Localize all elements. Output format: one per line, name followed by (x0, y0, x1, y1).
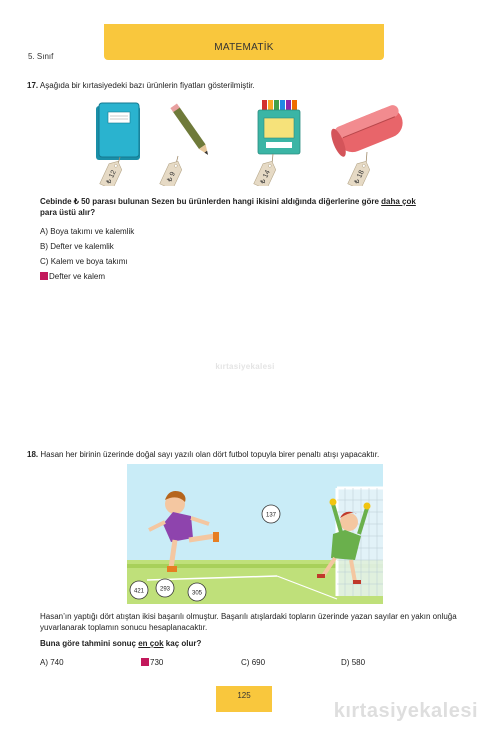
q18-number: 18. (27, 450, 39, 459)
q18-question (40, 638, 201, 649)
soccer-ball-icon (130, 581, 148, 599)
q17-question-part2: para üstü alır? (40, 208, 96, 217)
q17-option-b[interactable]: B) Defter ve kalemlik (40, 242, 114, 251)
soccer-ball-icon (156, 579, 174, 597)
price-notebook: ₺ 12 (105, 169, 118, 186)
q17-number: 17. (27, 81, 39, 90)
q18-option-b[interactable]: 730 (141, 658, 163, 667)
soccer-ball-icon (262, 505, 280, 523)
q18-option-d[interactable]: D) 580 (341, 658, 366, 667)
price-tag-pencil-case (348, 158, 373, 186)
soccer-ball-icon (188, 583, 206, 601)
pencil-case-icon (328, 103, 407, 158)
answer-mark-icon (141, 658, 149, 666)
price-tag-notebook (100, 158, 125, 186)
q17-option-a[interactable]: A) Boya takımı ve kalemlik (40, 227, 135, 236)
q18-intro-text: Hasan her birinin üzerinde doğal sayı yazılı olan dört futbol topuyla birer penaltı atışı yapacaktır. (40, 450, 380, 459)
price-pencil: ₺ 9 (166, 170, 177, 184)
price-pencil-case: ₺ 18 (353, 169, 366, 186)
watermark-center: kırtasiyekalesi (215, 362, 275, 371)
page-number-box (216, 686, 272, 712)
q18-option-c[interactable]: C) 690 (241, 658, 266, 667)
q17-question (40, 196, 460, 218)
ball-1-number: 137 (265, 512, 277, 519)
answer-mark-icon (40, 272, 48, 280)
q18-question-emphasis: en çok (138, 639, 164, 648)
q18-option-a[interactable]: A) 740 (40, 658, 64, 667)
price-tag-paint-box (254, 158, 279, 186)
q17-products-illustration (80, 94, 420, 186)
q18-description: Hasan’ın yaptığı dört atıştan ikisi başarılı olmuştur. Başarılı atışlardaki topların üzerinde yazan sayılar en yakın onluğa yuvarlanarak toplamın sonucu hesaplanacaktır. (40, 612, 457, 632)
q17-question-emphasis: daha çok (381, 197, 416, 206)
paint-box-icon (258, 100, 300, 154)
q18-intro (27, 449, 467, 460)
q17-option-d[interactable]: Defter ve kalem (40, 272, 105, 281)
price-tag-pencil (160, 158, 185, 186)
q17-question-part1: Cebinde ₺ 50 parası bulunan Sezen bu ürünlerden hangi ikisini aldığında diğerlerine göre (40, 197, 382, 206)
page-number: 125 (237, 691, 251, 700)
price-paint-box: ₺ 14 (259, 169, 272, 186)
watermark-corner: kırtasiyekalesi (333, 700, 478, 722)
ball-3-number: 293 (159, 586, 171, 593)
grade-label: 5. Sınıf (28, 52, 54, 61)
pencil-icon (170, 103, 211, 157)
q18-penalty-illustration (127, 464, 383, 604)
subject-banner (104, 24, 384, 60)
q17-intro (27, 80, 255, 91)
ball-4-number: 305 (191, 590, 203, 597)
q18-question-part1: Buna göre tahmini sonuç (40, 639, 139, 648)
q17-option-c[interactable]: C) Kalem ve boya takımı (40, 257, 128, 266)
notebook-icon (96, 103, 140, 160)
q17-intro-text: Aşağıda bir kırtasiyedeki bazı ürünlerin fiyatları gösterilmiştir. (39, 81, 255, 90)
ball-2-number: 421 (133, 588, 145, 595)
subject-title: MATEMATİK (214, 42, 274, 53)
q18-question-part2: kaç olur? (163, 639, 202, 648)
